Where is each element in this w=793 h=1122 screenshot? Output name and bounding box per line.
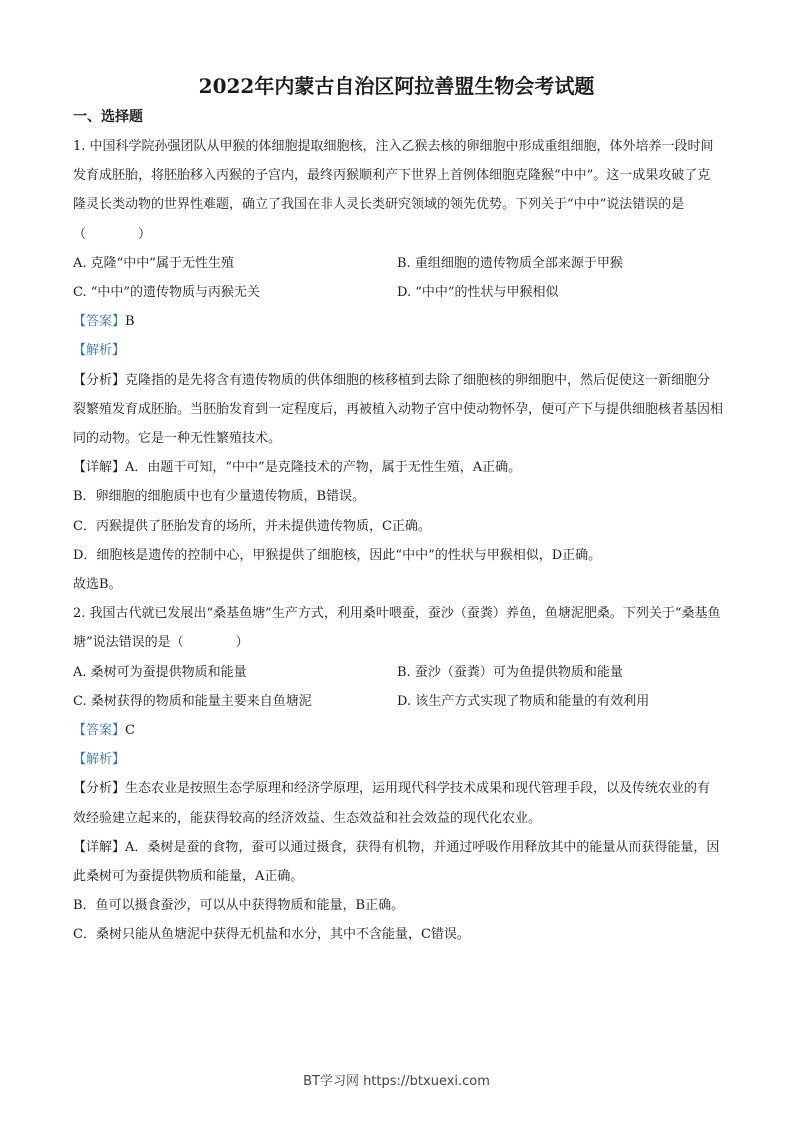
q1-conclusion: 故选B。 [73, 577, 122, 593]
q1-line-c: C．丙猴提供了胚胎发育的场所，并未提供遗传物质，C正确。 [73, 518, 431, 534]
answer-value: C [125, 723, 135, 739]
q2-option-c: C. 桑树获得的物质和能量主要来自鱼塘泥 [73, 693, 312, 709]
answer-value: B [125, 314, 135, 330]
q1-fenxi [73, 366, 723, 454]
fenxi-tag: 【分析】 [73, 781, 126, 797]
question-1-stem: 1. 中国科学院孙强团队从甲猴的体细胞提取细胞核，注入乙猴去核的卵细胞中形成重组细胞，体外培养一段时间发育成胚胎，将胚胎移入丙猴的子宫内，最终丙猴顺利产下世界上首例体细胞克隆猴“中中”。这一成果攻破了克隆灵长类动物的世界性难题，确立了我国在非人灵长类研究领域的领先优势。下列关于“中中”说法错误的是（ ） [73, 139, 714, 242]
footer-watermark: BT学习网 https://btxuexi.com [303, 1074, 490, 1089]
fenxi-text: 克隆指的是先将含有遗传物质的供体细胞的核移植到去除了细胞核的卵细胞中，然后促使这一新细胞分裂繁殖发育成胚胎。当胚胎发育到一定程度后，再被植入动物子宫中使动物怀孕，便可产下与提供细胞核者基因相同的动物。它是一种无性繁殖技术。 [73, 372, 724, 447]
question-1-options-row-1 [73, 249, 723, 278]
q1-option-a: A. 克隆“中中”属于无性生殖 [73, 255, 234, 271]
xiangjie-text: A．由题干可知，“中中”是克隆技术的产物，属于无性生殖，A正确。 [125, 460, 522, 476]
q1-line-d: D．细胞核是遗传的控制中心，甲猴提供了细胞核，因此“中中”的性状与甲猴相似，D正确。 [73, 547, 602, 563]
q2-option-d: D. 该生产方式实现了物质和能量的有效利用 [397, 693, 650, 709]
q1-option-c: C. “中中”的遗传物质与丙猴无关 [73, 285, 261, 301]
q2-option-b: B. 蚕沙（蚕粪）可为鱼提供物质和能量 [397, 664, 623, 680]
section-heading: 一、选择题 [73, 109, 143, 125]
q1-line-b: B．卵细胞的细胞质中也有少量遗传物质，B错误。 [73, 489, 366, 505]
q2-xiangjie [73, 833, 723, 891]
question-2-options-row-2 [73, 687, 723, 716]
answer-tag: 【答案】 [73, 314, 126, 330]
xiangjie-tag: 【详解】 [73, 460, 126, 476]
question-2-stem: 2. 我国古代就已发展出“桑基鱼塘”生产方式，利用桑叶喂蚕，蚕沙（蚕粪）养鱼，鱼塘泥肥桑。下列关于“桑基鱼塘”说法错误的是（ ） [73, 606, 721, 651]
fenxi-text: 生态农业是按照生态学原理和经济学原理，运用现代科学技术成果和现代管理手段，以及传统农业的有效经验建立起来的，能获得较高的经济效益、生态效益和社会效益的现代化农业。 [73, 781, 711, 826]
question-1-options-row-2 [73, 278, 723, 307]
q1-xiangjie [73, 453, 723, 482]
q2-line-c: C．桑树只能从鱼塘泥中获得无机盐和水分，其中不含能量，C错误。 [73, 927, 470, 943]
xiangjie-tag: 【详解】 [73, 839, 126, 855]
q2-fenxi [73, 774, 723, 832]
q1-analysis-tag: 【解析】 [73, 343, 126, 359]
q2-option-a: A. 桑树可为蚕提供物质和能量 [73, 664, 247, 680]
answer-tag: 【答案】 [73, 723, 126, 739]
page-title: 2022年内蒙古自治区阿拉善盟生物会考试题 [198, 74, 595, 98]
document-content [73, 106, 723, 950]
fenxi-tag: 【分析】 [73, 372, 126, 388]
xiangjie-text: A．桑树是蚕的食物，蚕可以通过摄食，获得有机物，并通过呼吸作用释放其中的能量从而获得能量，因此桑树可为蚕提供物质和能量，A正确。 [73, 839, 720, 885]
q2-answer [73, 716, 723, 745]
q2-analysis-tag: 【解析】 [73, 752, 126, 768]
q1-option-d: D. “中中”的性状与甲猴相似 [397, 285, 559, 301]
q1-option-b: B. 重组细胞的遗传物质全部来源于甲猴 [397, 255, 623, 271]
question-2-options-row-1 [73, 658, 723, 687]
q2-line-b: B．鱼可以摄食蚕沙，可以从中获得物质和能量，B正确。 [73, 898, 405, 914]
q1-answer [73, 307, 723, 336]
